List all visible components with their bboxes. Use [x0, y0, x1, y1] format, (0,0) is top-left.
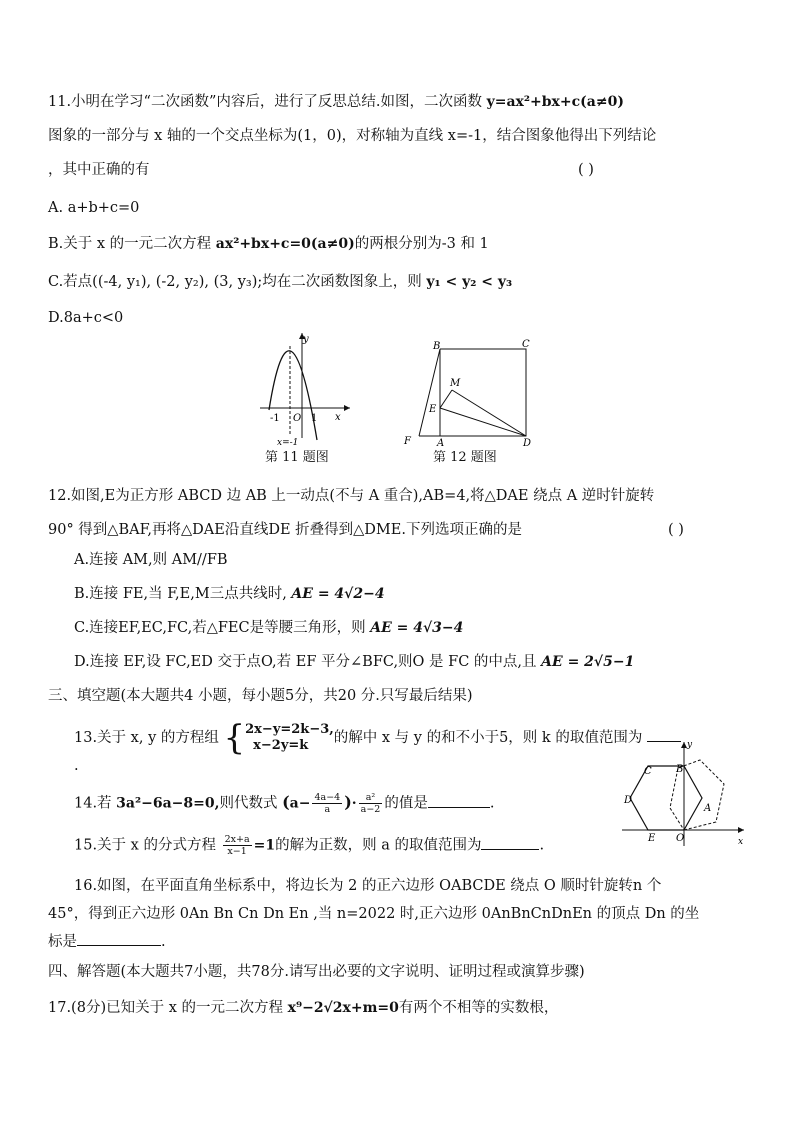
- q16-line2: 45°，得到正六边形 0An Bn Cn Dn En ,当 n=2022 时,正六边形 0AnBnCnDnEn 的顶点 Dn 的坐: [48, 906, 700, 922]
- x-axis-arrow: [344, 405, 350, 411]
- q11-option-b: B.关于 x 的一元二次方程 ax²+bx+c=0(a≠0)的两根分别为-3 和 1: [48, 236, 489, 252]
- label-a: A: [437, 438, 445, 449]
- q16-hexagon-figure: [620, 738, 750, 848]
- x-label: x: [335, 412, 341, 423]
- label-f: F: [404, 436, 411, 447]
- q16-line1: 16.如图，在平面直角坐标系中，将边长为 2 的正六边形 OABCDE 绕点 O 顺时针旋转n 个: [74, 878, 662, 894]
- q14-fraction-1: $\frac{4a-4}{a}$: [314, 792, 341, 815]
- q11-function-formula: y=ax²+bx+c(a≠0): [486, 94, 624, 110]
- segment-em: [440, 390, 452, 408]
- one-label: 1: [311, 413, 318, 424]
- q11-answer-paren: ( ): [578, 162, 594, 178]
- q11-text: 11.小明在学习“二次函数”内容后，进行了反思总结.如图，二次函数: [48, 94, 487, 110]
- label-b: B: [676, 764, 684, 775]
- segment-ed: [440, 408, 526, 436]
- x-label: x: [738, 837, 744, 847]
- q13-period: .: [74, 758, 79, 774]
- q12-option-b: B.连接 FE,当 F,E,M三点共线时, AE = 4√2−4: [74, 586, 385, 602]
- parabola-curve: [269, 351, 317, 440]
- q14-fraction-2: $\frac{\text{a²}}{a-2}$: [360, 792, 381, 815]
- axis-equation-label: x=-1: [277, 438, 299, 448]
- origin-label: O: [293, 413, 302, 424]
- q12-line1: 12.如图,E为正方形 ABCD 边 AB 上一动点(不与 A 重合),AB=4,将△DAE 绕点 A 逆时针旋转: [48, 488, 655, 504]
- segment-bf: [419, 349, 440, 436]
- q12-figure-caption: 第 12 题图: [433, 450, 497, 465]
- q12-option-d: D.连接 EF,设 FC,ED 交于点O,若 EF 平分∠BFC,则O 是 FC 的中点,且 AE = 2√5−1: [74, 654, 635, 670]
- q12-option-c: C.连接EF,EC,FC,若△FEC是等腰三角形，则 AE = 4√3−4: [74, 620, 464, 636]
- q11-figure-caption: 第 11 题图: [265, 450, 329, 465]
- q14-line: 14.若 3a²−6a−8=0,则代数式 (a− $\frac{4a-4}{a}$ )· $\frac{\text{a²}}{a-2}$ 的值是 .: [74, 792, 495, 815]
- label-a: A: [704, 803, 712, 814]
- y-label: y: [303, 334, 309, 345]
- minus-one-label: -1: [270, 413, 280, 424]
- label-e: E: [429, 404, 437, 415]
- label-d: D: [523, 438, 532, 449]
- q14-answer-blank[interactable]: [428, 807, 490, 808]
- x-axis-arrow: [738, 827, 744, 833]
- q16-answer-blank[interactable]: [77, 945, 161, 946]
- label-c: C: [522, 339, 530, 350]
- q13-line: 13.关于 x, y 的方程组 {2x−y=2k−3, x−2y=k 的解中 x 与 y 的和不小于5，则 k 的取值范围为: [74, 722, 681, 754]
- q12-option-a: A.连接 AM,则 AM//FB: [74, 552, 228, 568]
- q16-line3: 标是 .: [48, 934, 166, 950]
- q11-option-d: D.8a+c<0: [48, 310, 124, 326]
- q17-line: 17.(8分)已知关于 x 的一元二次方程 x⁹−2√2x+m=0有两个不相等的实数根，: [48, 1000, 559, 1016]
- label-e: E: [648, 833, 656, 844]
- label-d: D: [624, 795, 633, 806]
- section-4-heading: 四、解答题(本大题共7小题，共78分.请写出必要的文字说明、证明过程或演算步骤): [48, 964, 585, 980]
- q12-line2: 90° 得到△BAF,再将△DAE沿直线DE 折叠得到△DME.下列选项正确的是: [48, 522, 522, 538]
- q15-fraction: $\frac{2x+a}{x-1}$: [224, 834, 250, 857]
- q12-answer-paren: ( ): [668, 522, 684, 538]
- label-m: M: [450, 378, 461, 389]
- q15-answer-blank[interactable]: [481, 849, 539, 850]
- q11-option-c: C.若点((-4, y₁), (-2, y₂), (3, y₃);均在二次函数图象上，则 y₁ < y₂ < y₃: [48, 274, 513, 290]
- label-c: C: [644, 766, 652, 777]
- hexagon-oabcde: [630, 766, 702, 830]
- label-o: O: [676, 833, 685, 844]
- q12-square-figure: [400, 336, 540, 454]
- section-3-heading: 三、填空题(本大题共4 小题，每小题5分，共20 分.只写最后结果): [48, 688, 473, 704]
- q15-line: 15.关于 x 的分式方程 $\frac{2x+a}{x-1}$ =1的解为正数，则 a 的取值范围为 .: [74, 834, 545, 857]
- q11-line3: ，其中正确的有: [48, 162, 150, 178]
- q11-parabola-figure: [255, 328, 355, 468]
- q11-line2: 图象的一部分与 x 轴的一个交点坐标为(1，0)，对称轴为直线 x=-1，结合图象他得出下列结论: [48, 128, 657, 144]
- y-label: y: [687, 740, 693, 750]
- q11-line1: [48, 92, 624, 112]
- q13-equation-system: 2x−y=2k−3, x−2y=k: [245, 722, 334, 753]
- label-b: B: [433, 341, 441, 352]
- segment-md: [452, 390, 526, 436]
- square-abcd: [440, 349, 526, 436]
- q11-option-a: A. a+b+c=0: [48, 200, 140, 216]
